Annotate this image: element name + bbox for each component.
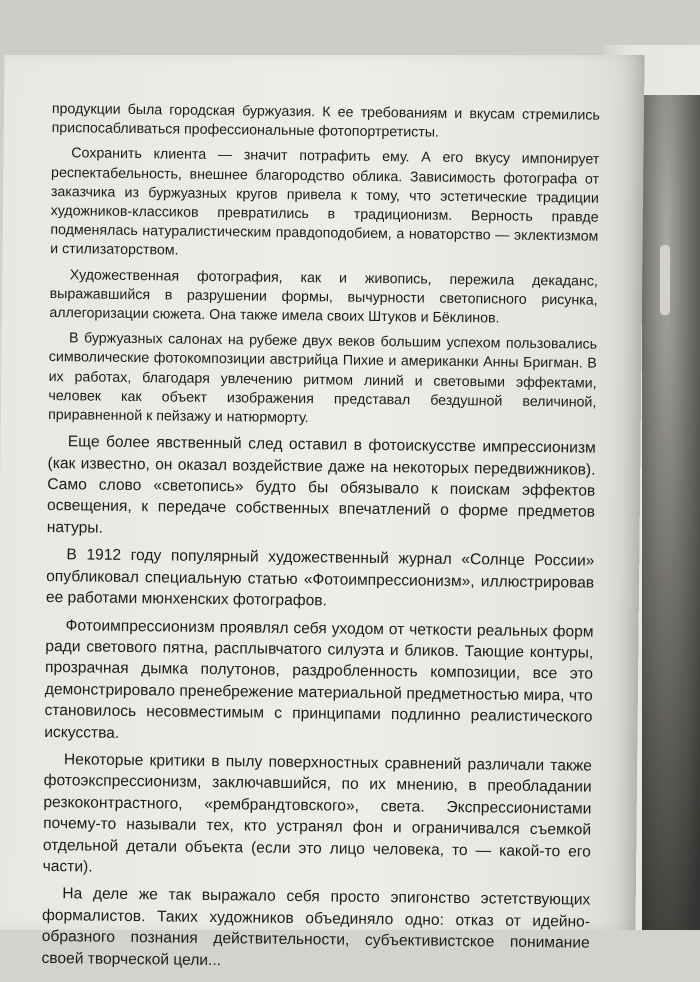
page-text-block [41,100,600,982]
paragraph-2: Сохранить клиента — значит потрафить ему. А его вкусу импонирует респектабельность, внешнее благородство облика. Зависимость фотографа от заказчика из буржуазных кругов привела к тому, что эстетические традиции художников-классиков превратились в традиционизм. Верность правде подменялась натуралистическим правдоподобием, а новаторство — эклектизмом и стилизаторством. [50,145,600,259]
paragraph-3: Художественная фотография, как и живопись, пережила декаданс, выражавшийся в разрушении формы, вычурности светописного рисунка, аллегоризации сюжета. Она также имела своих Штуков и Бёклинов. [49,266,598,327]
paragraph-6: В 1912 году популярный художественный журнал «Солнце России» опубликовал специальную статью «Фотоимпрессионизм», иллюстрировав ее работами мюнхенских фотографов. [45,546,595,610]
facing-page-photograph [642,95,700,930]
paragraph-9: На деле же так выражало себя просто эпигонство эстетствующих формалистов. Таких художников объединяло одно: отказ от идейно-образного познания действительности, субъективистское понимание своей творческой цели... [41,885,591,969]
paragraph-5: Еще более явственный след оставил в фотоискусстве импрессионизм (как известно, он оказал воздействие даже на некоторых передвижников). Само слово «светопись» будто бы обязывало к поискам эффектов освещения, к передаче собственных впечатлений о форме предметов натуры. [46,433,596,537]
paragraph-7: Фотоимпрессионизм проявлял себя уходом от четкости реальных форм ради светового пятна, расплывчатого силуэта и бликов. Тающие контуры, прозрачная дымка полутонов, раздробленность композиции, все это демонстрировало пренебрежение материальной предметностью мира, что становилось несовместимым с принципами подлинно реалистического искусства. [44,616,594,742]
paragraph-8: Некоторые критики в пылу поверхностных сравнений различали также фотоэкспрессионизм, заключавшийся, по их мнению, в преобладании резкоконтрастного, «рембрандтовского», света. Экспрессионистами почему-то называли тех, кто устранял фон и ограничивался съемкой отдельной детали объекта (если это лицо человека, то — какой-то его части). [42,751,593,876]
paragraph-1: продукции была городская буржуазия. К ее требованиям и вкусам стремились приспосабливаться профессиональные фотопортретисты. [51,100,600,141]
paragraph-4: В буржуазных салонах на рубеже двух веков большим успехом пользовались символические фотокомпозиции австрийца Пихие и американки Анны Бригман. В их работах, благодаря увлечению ритмом линий и световыми эффектами, человек как объект изображения представал бездушной величиной, приравненной к пейзажу и натюрморту. [48,330,598,427]
